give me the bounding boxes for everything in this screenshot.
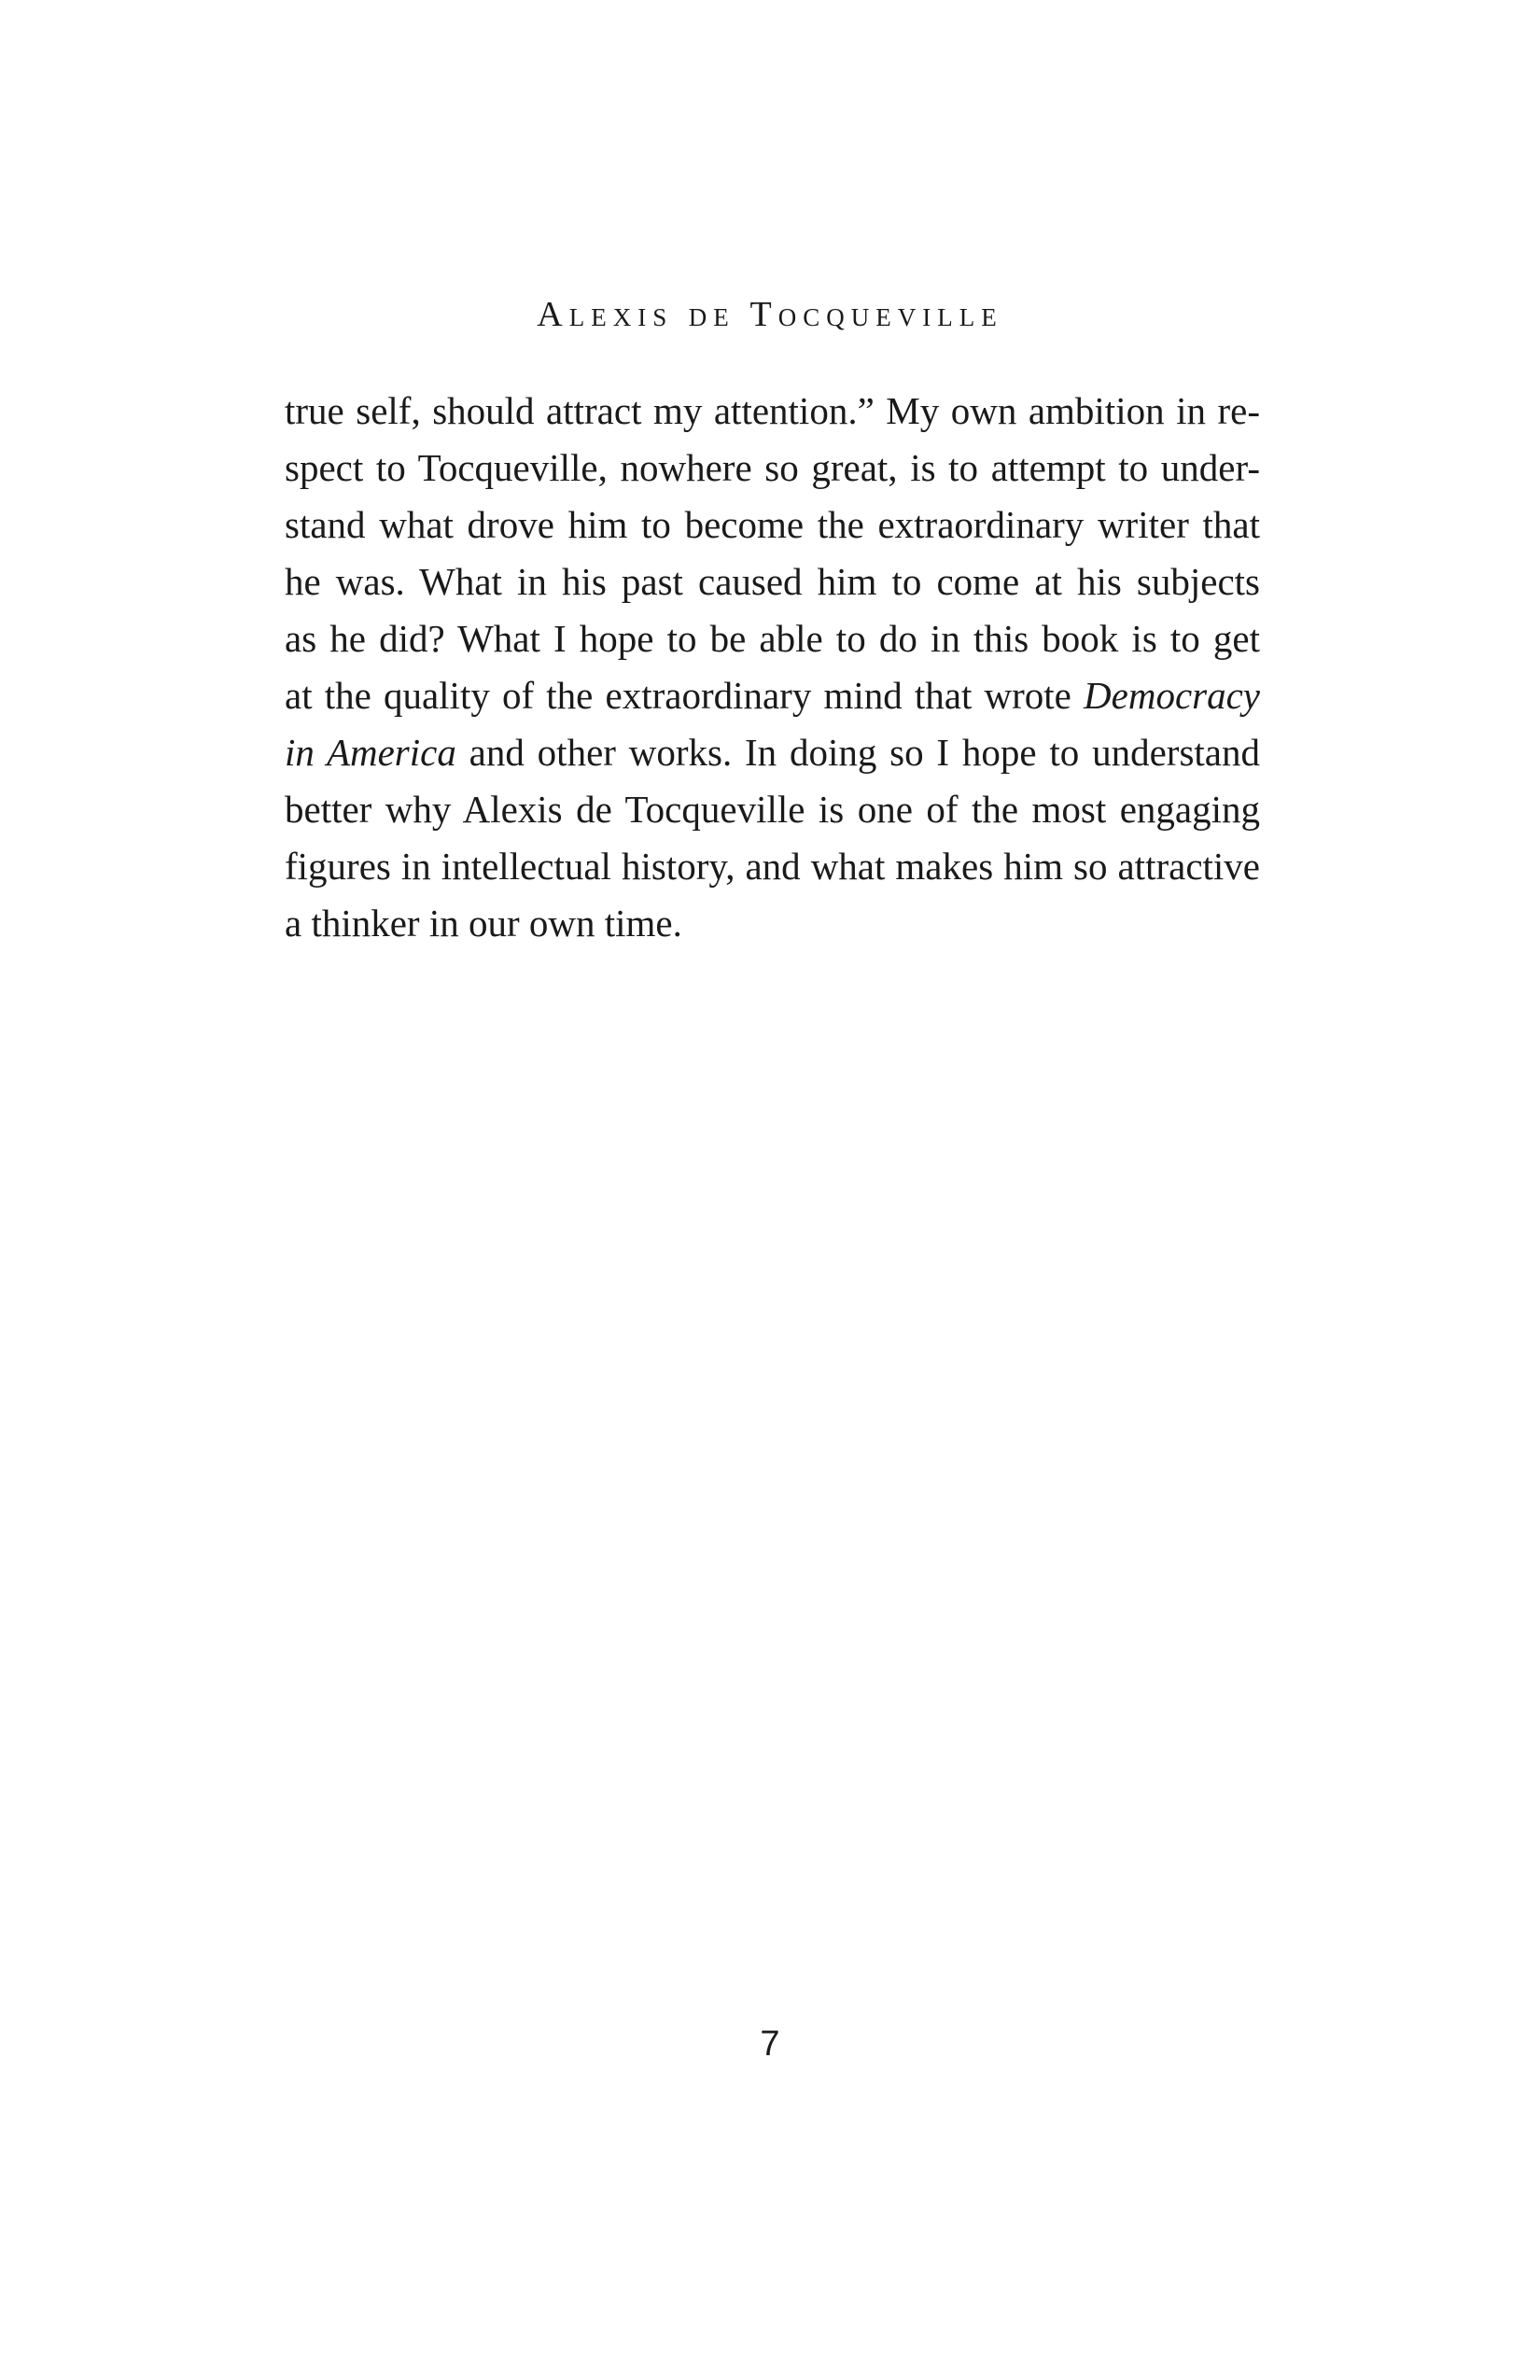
text-line: he was. What in his past caused him to come at his subjects [285,560,1260,603]
text-line [285,724,1260,781]
text-segment: and other works. In doing so I hope to understand [455,731,1261,774]
text-line: a thinker in our own time. [285,902,682,945]
text-line: true self, should attract my attention.” My own ambition in re- [285,389,1260,432]
page-number: 7 [760,2024,780,2064]
text-line: figures in intellectual history, and what makes him so attractive [285,845,1260,888]
text-line [285,667,1260,724]
book-title-italic: Democracy [1084,674,1260,717]
text-line: spect to Tocqueville, nowhere so great, is to attempt to under- [285,446,1260,489]
book-title-italic: in America [285,731,456,774]
text-line: better why Alexis de Tocqueville is one of the most engaging [285,788,1260,831]
running-head: Alexis de Tocqueville [537,295,1003,334]
text-segment: at the quality of the extraordinary mind that wrote [285,674,1085,717]
text-line: stand what drove him to become the extraordinary writer that [285,503,1260,546]
text-line: as he did? What I hope to be able to do in this book is to get [285,617,1260,660]
body-paragraph [285,383,1260,952]
